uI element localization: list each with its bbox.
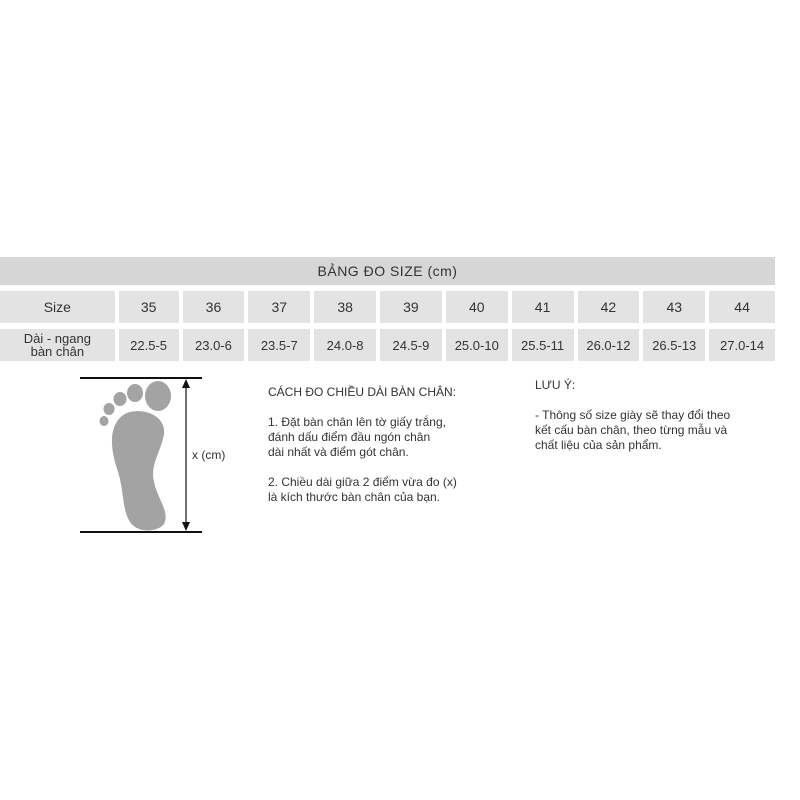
dimension-label: x (cm): [192, 448, 226, 462]
step1-line1: 1. Đặt bàn chân lên tờ giấy trắng,: [268, 415, 446, 429]
footprint-icon: [100, 381, 172, 531]
size-cell: 43: [643, 291, 705, 323]
size-row: [0, 291, 775, 323]
foot-length-cell: 26.0-12: [578, 329, 640, 361]
size-cell: 38: [314, 291, 376, 323]
arrow-up-icon: [182, 379, 190, 388]
step2-line2: là kích thước bàn chân của bạn.: [268, 490, 441, 504]
step2-line1: 2. Chiều dài giữa 2 điểm vừa đo (x): [268, 475, 457, 489]
size-row-label: Size: [0, 291, 115, 323]
foot-length-cell: 24.0-8: [314, 329, 376, 361]
size-cell: 39: [380, 291, 442, 323]
size-chart-table: [0, 257, 775, 361]
foot-length-cell: 23.0-6: [183, 329, 245, 361]
size-cell: 40: [446, 291, 508, 323]
step1-line2: đánh dấu điểm đầu ngón chân: [268, 430, 431, 444]
note-heading: LƯU Ý:: [535, 378, 576, 392]
foot-length-cell: 24.5-9: [380, 329, 442, 361]
arrow-down-icon: [182, 522, 190, 531]
size-cell: 44: [709, 291, 775, 323]
note-line1: - Thông số size giày sẽ thay đổi theo: [535, 408, 731, 422]
size-cell: 37: [248, 291, 310, 323]
measure-instructions: [268, 385, 508, 505]
foot-length-cell: 22.5-5: [119, 329, 179, 361]
measure-heading: CÁCH ĐO CHIỀU DÀI BÀN CHÂN:: [268, 385, 457, 399]
note-line2: kết cấu bàn chân, theo từng mẫu và: [535, 423, 728, 437]
size-cell: 35: [119, 291, 179, 323]
size-cell: 42: [578, 291, 640, 323]
foot-length-label-line1: Dài - ngang: [23, 331, 91, 346]
foot-length-cell: 26.5-13: [643, 329, 705, 361]
foot-length-row: [0, 329, 775, 361]
size-cell: 41: [512, 291, 574, 323]
table-title: BẢNG ĐO SIZE (cm): [0, 257, 775, 285]
foot-length-cell: 23.5-7: [248, 329, 310, 361]
note-line3: chất liệu của sản phẩm.: [535, 438, 662, 452]
note-section: [535, 378, 785, 453]
foot-length-label-line2: bàn chân: [30, 344, 85, 359]
size-cell: 36: [183, 291, 245, 323]
foot-length-cell: 25.5-11: [512, 329, 574, 361]
foot-measure-diagram: [70, 372, 270, 542]
step1-line3: dài nhất và điểm gót chân.: [268, 445, 409, 459]
foot-length-cell: 27.0-14: [709, 329, 775, 361]
foot-length-cell: 25.0-10: [446, 329, 508, 361]
foot-length-row-label: [0, 329, 115, 361]
